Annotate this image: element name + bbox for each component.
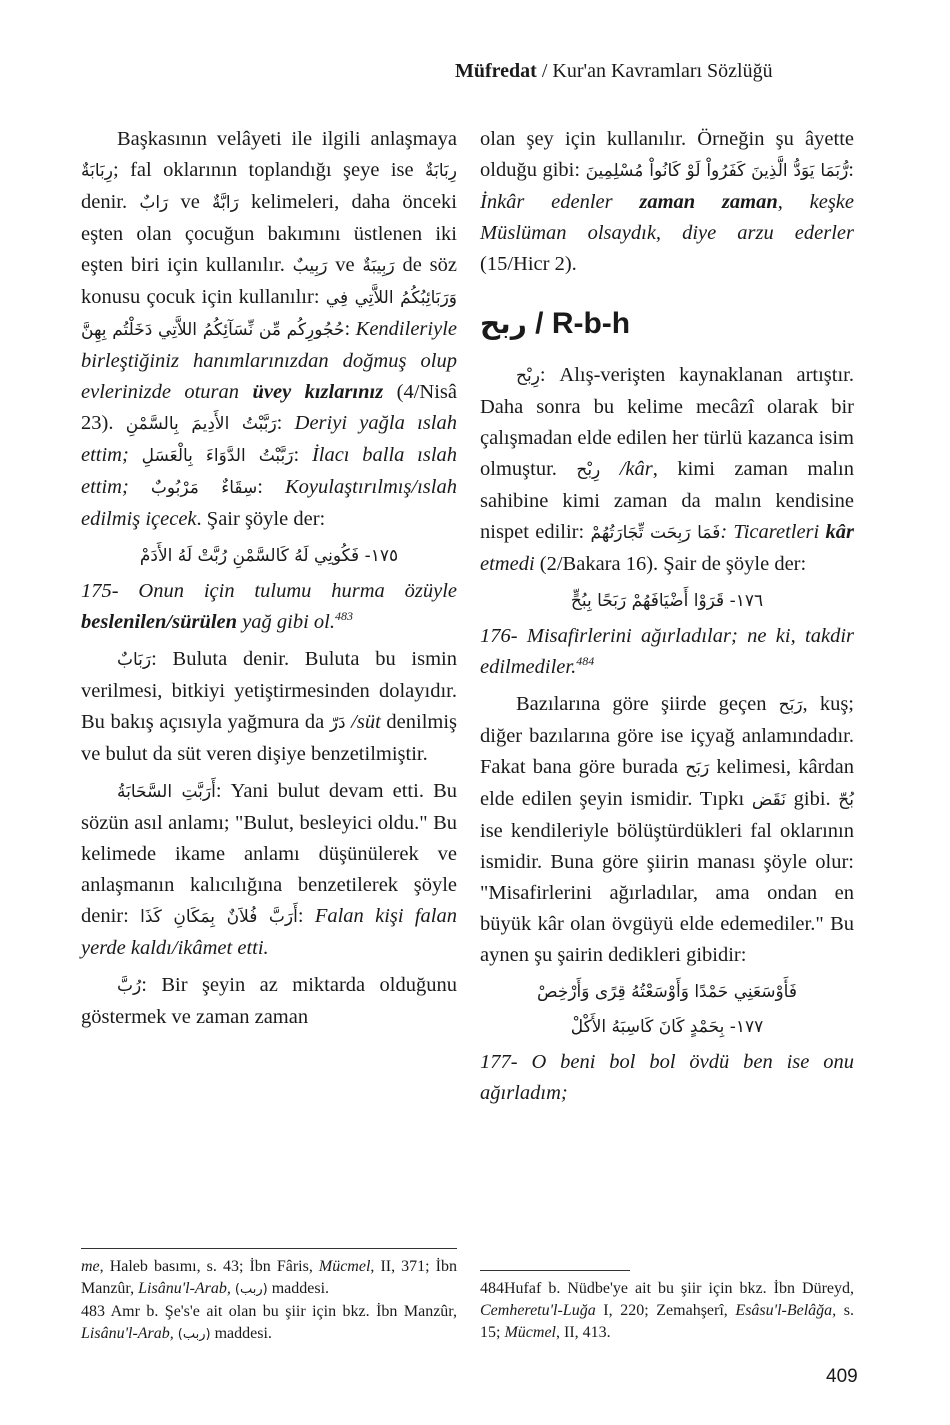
arabic-term: رَبَح bbox=[778, 695, 803, 715]
emphasis: kâr bbox=[825, 521, 854, 543]
verse-176-translation: 176- Misafirlerini ağırladılar; ne ki, takdir edilmediler.$^{484}$ bbox=[480, 625, 854, 678]
paragraph-erabbe: أَرَبَّتِ السَّحَابَةُ: Yani bulut devam etti. Bu sözün asıl anlamı; "Bulut, besleyici oldu." Bu kelimede ikame anlamı düşünülerek ve anlaşmanın kalıcılığına benzetilerek şöyle denir: أَرَبَّ فُلاَنٌ بِمَكَانِ كَذَا: Falan kişi falan yerde kaldı/ikâmet etti. bbox=[81, 780, 458, 959]
right-column bbox=[480, 124, 854, 1115]
paragraph-rubema: olan şey için kullanılır. Örneğin şu âyette olduğu gibi: رُّبَمَا يَوَدُّ الَّذِينَ كَفَرُواْ لَوْ كَانُواْ مُسْلِمِينَ: İnkâr edenler zaman zaman, keşke Müslüman olsaydık, diye arzu ederler (15/Hicr 2). bbox=[480, 128, 855, 275]
footnote-484: 484Hufaf b. Nüdbe'ye ait bu şiir için bkz. İbn Düreyd, Cemheretu'l-Luğa I, 220; Zemahşerî, Esâsu'l-Belâğa, s. 15; Mücmel, II, 413. bbox=[480, 1280, 855, 1341]
footnote-ref-484[interactable]: 484 bbox=[576, 654, 595, 669]
footnote-ref-483[interactable]: 483 bbox=[335, 609, 353, 624]
arabic-term: رَبَح bbox=[685, 758, 710, 778]
arabic-term: دَرّ bbox=[329, 713, 346, 733]
arabic-term: رُبَّ bbox=[117, 976, 142, 996]
verse-176-arabic: ١٧٦- قَرَوْا أَضْيَافَهُمْ رَبَحًا بِبُحٍّ bbox=[570, 591, 764, 611]
paragraph-rubbe: رُبَّ: Bir şeyin az miktarda olduğunu göstermek ve zaman zaman bbox=[81, 974, 457, 1028]
header-title-rest: / Kur'an Kavramları Sözlüğü bbox=[536, 60, 773, 82]
arabic-term: رَبَّبْتُ الدَّوَاءَ بِالْعَسَلِ bbox=[141, 446, 294, 466]
page-number: 409 bbox=[826, 1366, 858, 1387]
arabic-term: بُحّ bbox=[838, 790, 854, 810]
arabic-term: رَابَّةٌ bbox=[212, 193, 239, 213]
verse-177-translation: 177- O beni bol bol övdü ben ise onu ağırladım; bbox=[480, 1051, 854, 1104]
paragraph-rabab: رَبَابٌ: Buluta denir. Buluta bu ismin verilmesi, bitkiyi yetiştirmesinden dolayıdır. Bu bakış açısıyla yağmura da دَرّ /süt denilmiş ve bulut da süt veren dişiye benzetilmiştir. bbox=[81, 648, 458, 765]
arabic-term: رَبِيبٌ bbox=[292, 256, 328, 276]
arabic-term: رِبَابَةٌ bbox=[81, 161, 113, 181]
footnote-continuation: me, Haleb basımı, s. 43; İbn Fâris, Mücmel, II, 371; İbn Manzûr, Lisânu'l-Arab, (ربب) maddesi. bbox=[81, 1258, 457, 1297]
arabic-term: أَرَبَّتِ السَّحَابَةُ bbox=[117, 782, 216, 802]
emphasis: üvey kızlarınız bbox=[252, 381, 384, 403]
arabic-term: رِبْح bbox=[576, 460, 601, 480]
heading-arabic: ربح bbox=[480, 307, 527, 340]
footnote-rule-left bbox=[81, 1248, 457, 1249]
left-column bbox=[81, 124, 457, 1039]
arabic-quote: فَمَا رَبِحَت تِّجَارَتُهُمْ bbox=[590, 523, 721, 543]
verse-175-translation: 175- Onun için tulumu hurma özüyle beslenilen/sürülen yağ gibi ol.$^{483}$ bbox=[81, 580, 457, 633]
footnotes-left bbox=[81, 1256, 457, 1346]
footnotes-right bbox=[480, 1278, 854, 1344]
paragraph-ribh: رِبْح: Alış-verişten kaynaklanan artıştır. Daha sonra bu kelime mecâzî olarak bir çalışmadan elde edilen her türlü kazanca isim olmuştur. رِبْح /kâr, kimi zaman malın sahibine kimi zaman da malın kendisine nispet edilir: فَمَا رَبِحَت تِّجَارَتُهُمْ: Ticaretleri kâr etmedi (2/Bakara 16). Şair de şöyle der: bbox=[480, 364, 854, 575]
header-title-bold: Müfredat bbox=[455, 60, 537, 82]
heading-latin: / R-b-h bbox=[526, 307, 631, 340]
entry-heading-rbh bbox=[480, 306, 854, 342]
verse-177-arabic-line2: ١٧٧- بِحَمْدٍ كَانَ كَاسِبَهُ الأَكْلْ bbox=[570, 1017, 764, 1037]
arabic-term: رَبَابٌ bbox=[117, 650, 152, 670]
arabic-quote: وَرَبَائِبُكُمُ اللاَّتِي فِي حُجُورِكُم مِّن نِّسَآئِكُمُ اللاَّتِي دَخَلْتُم بِهِنَّ bbox=[81, 288, 458, 340]
footnote-rule-right bbox=[480, 1270, 630, 1271]
arabic-term: رَبِيبَةٌ bbox=[362, 256, 395, 276]
verse-175-arabic: ١٧٥- فَكُونِي لَهُ كَالسَّمْنِ رُبَّتْ لَهُ الأَدَمْ bbox=[139, 546, 399, 566]
arabic-term: رِبَابَةٌ bbox=[425, 161, 457, 181]
arabic-term: رِبْح bbox=[516, 366, 540, 386]
arabic-term: رَبَّبْتُ الأَدِيمَ بِالسَّمْنِ bbox=[125, 414, 277, 434]
emphasis: zaman zaman bbox=[639, 191, 778, 213]
footnote-number: 483 bbox=[81, 1303, 105, 1320]
footnote-number: 484 bbox=[480, 1280, 504, 1297]
verse-177-arabic-line1: فَأَوْسَعَنِي حَمْدًا وَأَوْسَعْتُهُ قِرًى وَأَرْخِصْ bbox=[537, 982, 797, 1002]
arabic-term: نَقَض bbox=[751, 790, 786, 810]
arabic-term: رَابٌ bbox=[139, 193, 169, 213]
paragraph-rabah: Bazılarına göre şiirde geçen رَبَح, kuş; diğer bazılarına göre ise içyağ anlamındadır. Fakat bana göre burada رَبَح kelimesi, kârdan elde edilen şeyin ismidir. Tıpkı نَقَض gibi. بُحّ ise kendileriyle bölüştürdükleri fal oklarının ismidir. Buna göre şiirin manası şöyle olur: "Misafirlerini ağırladılar, ama ondan en büyük kâr olan övgüyü elde edemediler." Bu aynen şu şairin dedikleri gibidir: bbox=[480, 693, 854, 966]
arabic-quote: رُّبَمَا يَوَدُّ الَّذِينَ كَفَرُواْ لَوْ كَانُواْ مُسْلِمِينَ bbox=[585, 161, 849, 181]
footnote-483: 483 Amr b. Şe's'e ait olan bu şiir için bkz. İbn Manzûr, Lisânu'l-Arab, (ربب) maddesi. bbox=[81, 1303, 457, 1342]
paragraph-rabibe: Başkasının velâyeti ile ilgili anlaşmaya رِبَابَةٌ; fal oklarının toplandığı şeye ise رِبَابَةٌ denir. رَابٌ ve رَابَّةٌ kelimeleri, daha önceki eşten olan çocuğun bakımını üstlenen iki eşten biri için kullanılır. رَبِيبٌ ve رَبِيبَةٌ de söz konusu çocuk için kullanılır: وَرَبَائِبُكُمُ اللاَّتِي فِي حُجُورِكُم مِّن نِّسَآئِكُمُ اللاَّتِي دَخَلْتُم بِهِنَّ: Kendileriyle birleştiğiniz hanımlarınızdan doğmuş olup evlerinizde oturan üvey kızlarınız (4/Nisâ 23). رَبَّبْتُ الأَدِيمَ بِالسَّمْنِ: Deriyi yağla ıslah ettim; رَبَّبْتُ الدَّوَاءَ بِالْعَسَلِ: İlacı balla ıslah ettim; سِقَاءٌ مَرْبُوبٌ: Koyulaştırılmış/ıslah edilmiş içecek. Şair şöyle der: bbox=[81, 128, 458, 530]
running-header bbox=[455, 60, 855, 83]
arabic-term: سِقَاءٌ مَرْبُوبٌ bbox=[150, 478, 258, 498]
arabic-term: أَرَبَّ فُلاَنٌ بِمَكَانِ كَذَا bbox=[140, 907, 298, 927]
